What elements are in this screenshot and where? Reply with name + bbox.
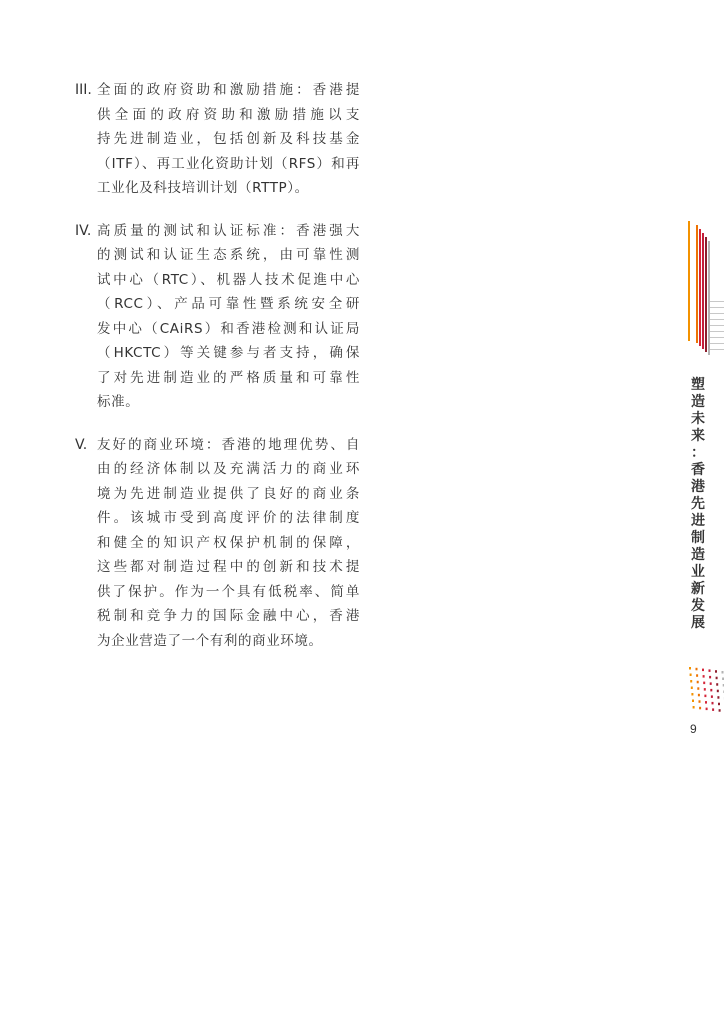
text-line: 友好的商业环境：香港的地理优势、自	[97, 436, 360, 453]
item-text	[97, 219, 360, 415]
vertical-title-char: 香	[691, 462, 705, 478]
vertical-title-char: 来	[691, 428, 705, 444]
text-line: 这些都对制造过程中的创新和技术提	[97, 559, 360, 575]
vertical-title-char: 新	[691, 581, 705, 597]
text-line: 标准。	[97, 394, 140, 410]
text-line: 境为先进制造业提供了良好的商业条	[97, 485, 360, 502]
text-line: 和健全的知识产权保护机制的保障，	[97, 534, 360, 551]
decorative-stripes-icon	[688, 221, 724, 356]
vertical-title-char: 进	[691, 513, 705, 529]
vertical-title-char: 业	[691, 564, 705, 580]
vertical-title-char: 造	[691, 394, 705, 410]
vertical-section-title	[686, 377, 710, 632]
text-line: 为企业营造了一个有利的商业环境。	[97, 632, 323, 649]
text-line: 件。该城市受到高度评价的法律制度	[97, 510, 360, 526]
decorative-dots-icon	[687, 664, 724, 712]
vertical-title-char: 制	[691, 530, 705, 546]
text-line: 税制和竞争力的国际金融中心，香港	[97, 608, 360, 624]
text-line: 试中心（RTC）、机器人技术促進中心	[97, 271, 360, 288]
text-line: 高质量的测试和认证标准：香港强大	[97, 222, 360, 239]
body-content	[75, 78, 360, 671]
text-line: 由的经济体制以及充满活力的商业环	[97, 461, 360, 477]
text-line: 的测试和认证生态系统，由可靠性测	[97, 247, 360, 263]
vertical-title-char: 塑	[691, 377, 705, 393]
text-line: 供了保护。作为一个具有低税率、简单	[97, 583, 360, 600]
text-line: （ITF）、再工业化资助计划（RFS）和再	[97, 155, 360, 172]
item-text	[97, 78, 360, 201]
list-item-v	[75, 433, 360, 654]
item-text	[97, 433, 360, 654]
text-line: 供全面的政府资助和激励措施以支	[97, 106, 360, 123]
item-number: III.	[75, 82, 92, 98]
text-line: （HKCTC）等关键参与者支持，确保	[97, 345, 360, 361]
vertical-title-char: 展	[691, 615, 705, 631]
text-line: 发中心（CAiRS）和香港检测和认证局	[97, 320, 360, 337]
vertical-title-char: 发	[691, 598, 705, 614]
vertical-title-char: 未	[691, 411, 705, 427]
text-line: 了对先进制造业的严格质量和可靠性	[97, 369, 360, 386]
text-line: （RCC）、产品可靠性暨系统安全研	[97, 296, 360, 312]
vertical-title-char: 造	[691, 547, 705, 563]
list-item-iii	[75, 78, 360, 201]
list-item-iv	[75, 219, 360, 415]
vertical-title-char: 先	[691, 496, 705, 512]
page-number: 9	[690, 722, 697, 736]
item-number: IV.	[75, 222, 92, 239]
vertical-title-char: ：	[691, 445, 705, 461]
vertical-title-char: 港	[691, 479, 705, 495]
text-line: 工业化及科技培训计划（RTTP）。	[97, 180, 309, 196]
text-line: 全面的政府资助和激励措施：香港提	[97, 82, 360, 98]
item-number: V.	[75, 436, 88, 453]
text-line: 持先进制造业，包括创新及科技基金	[97, 131, 360, 147]
